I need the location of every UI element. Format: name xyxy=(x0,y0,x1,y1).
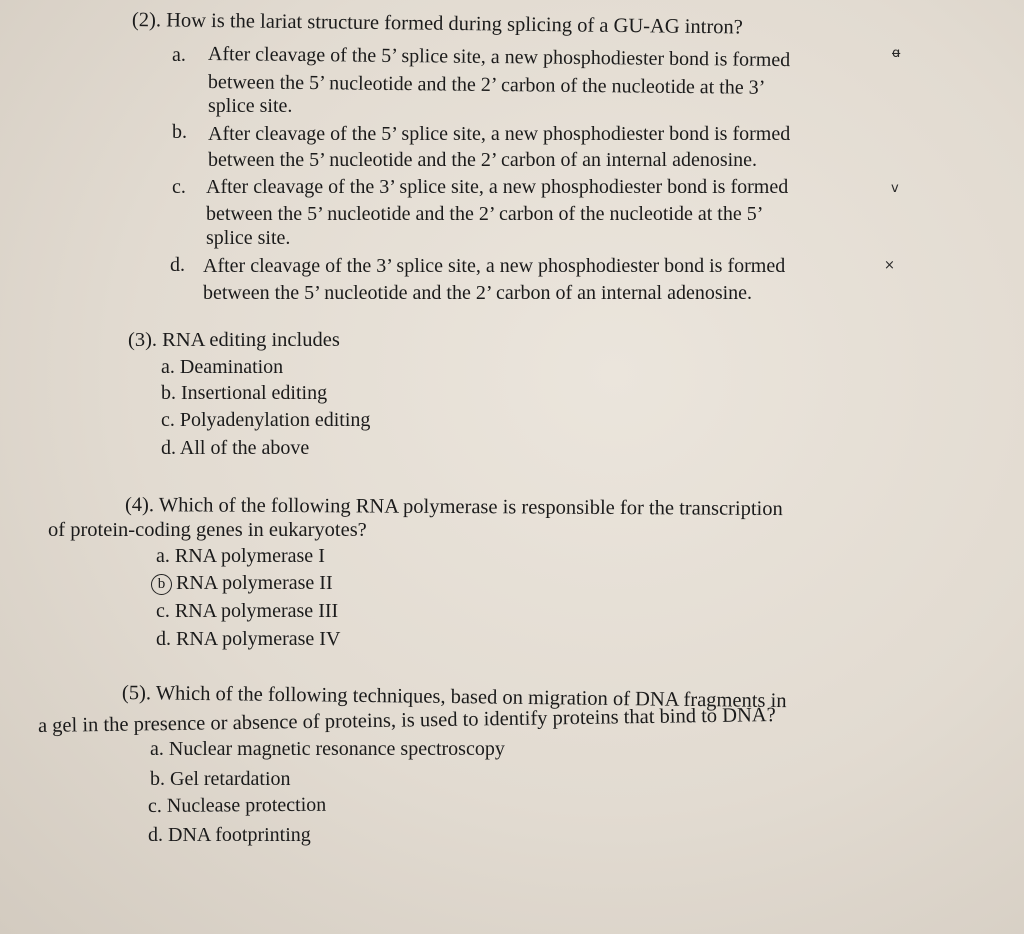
q4-stem-line1: (4). Which of the following RNA polymerase is responsible for the transcription xyxy=(124,494,783,521)
q3-option-a: a. Deamination xyxy=(161,356,284,378)
q2-option-b-line2: between the 5’ nucleotide and the 2’ carbon of an internal adenosine. xyxy=(208,149,758,171)
q3-option-b: b. Insertional editing xyxy=(161,382,328,404)
q4-option-d: d. RNA polymerase IV xyxy=(156,628,341,650)
q4-option-b xyxy=(151,571,333,595)
q2-option-d-line2: between the 5’ nucleotide and the 2’ carbon of an internal adenosine. xyxy=(203,282,753,304)
handwritten-mark-c: v xyxy=(891,181,899,196)
q2-option-d-letter: d. xyxy=(170,254,185,276)
q4-option-c: c. RNA polymerase III xyxy=(156,600,339,622)
q2-option-d-line1: After cleavage of the 3’ splice site, a new phosphodiester bond is formed xyxy=(203,255,786,277)
q4-stem-line2: of protein-coding genes in eukaryotes? xyxy=(48,519,367,541)
q3-option-c: c. Polyadenylation editing xyxy=(161,409,371,431)
q2-option-a-line3: splice site. xyxy=(208,95,293,117)
q2-option-c-letter: c. xyxy=(172,176,186,198)
q2-option-b-letter: b. xyxy=(172,121,187,143)
handwritten-mark-a: ɑ̶ xyxy=(892,46,901,61)
q2-option-b-line1: After cleavage of the 5’ splice site, a new phosphodiester bond is formed xyxy=(208,123,791,145)
q3-option-d: d. All of the above xyxy=(161,437,310,459)
q2-option-c-line3: splice site. xyxy=(206,227,291,249)
q5-option-a: a. Nuclear magnetic resonance spectroscopy xyxy=(150,738,505,760)
q5-option-c: c. Nuclease protection xyxy=(147,793,327,817)
q5-option-d: d. DNA footprinting xyxy=(148,824,311,846)
q5-stem-line2: a gel in the presence or absence of proteins, is used to identify proteins that bind to DNA? xyxy=(37,704,776,737)
q4-option-a: a. RNA polymerase I xyxy=(156,545,325,567)
q3-stem: (3). RNA editing includes xyxy=(128,329,340,351)
q2-option-a-letter: a. xyxy=(172,44,186,66)
q2-stem: (2). How is the lariat structure formed during splicing of a GU-AG intron? xyxy=(131,9,743,39)
q5-option-b: b. Gel retardation xyxy=(150,768,291,790)
circled-answer-b: b xyxy=(151,574,172,595)
q5-stem-line1: (5). Which of the following techniques, based on migration of DNA fragments in xyxy=(121,682,787,713)
q2-option-a-line2: between the 5’ nucleotide and the 2’ carbon of the nucleotide at the 3’ xyxy=(207,71,766,99)
q4-option-b-text: RNA polymerase II xyxy=(176,572,333,594)
handwritten-mark-d: × xyxy=(884,258,895,273)
q2-option-c-line1: After cleavage of the 3’ splice site, a new phosphodiester bond is formed xyxy=(206,176,789,198)
q2-option-c-line2: between the 5’ nucleotide and the 2’ carbon of the nucleotide at the 5’ xyxy=(206,203,764,225)
q2-option-a-line1: After cleavage of the 5’ splice site, a new phosphodiester bond is formed xyxy=(207,43,791,72)
